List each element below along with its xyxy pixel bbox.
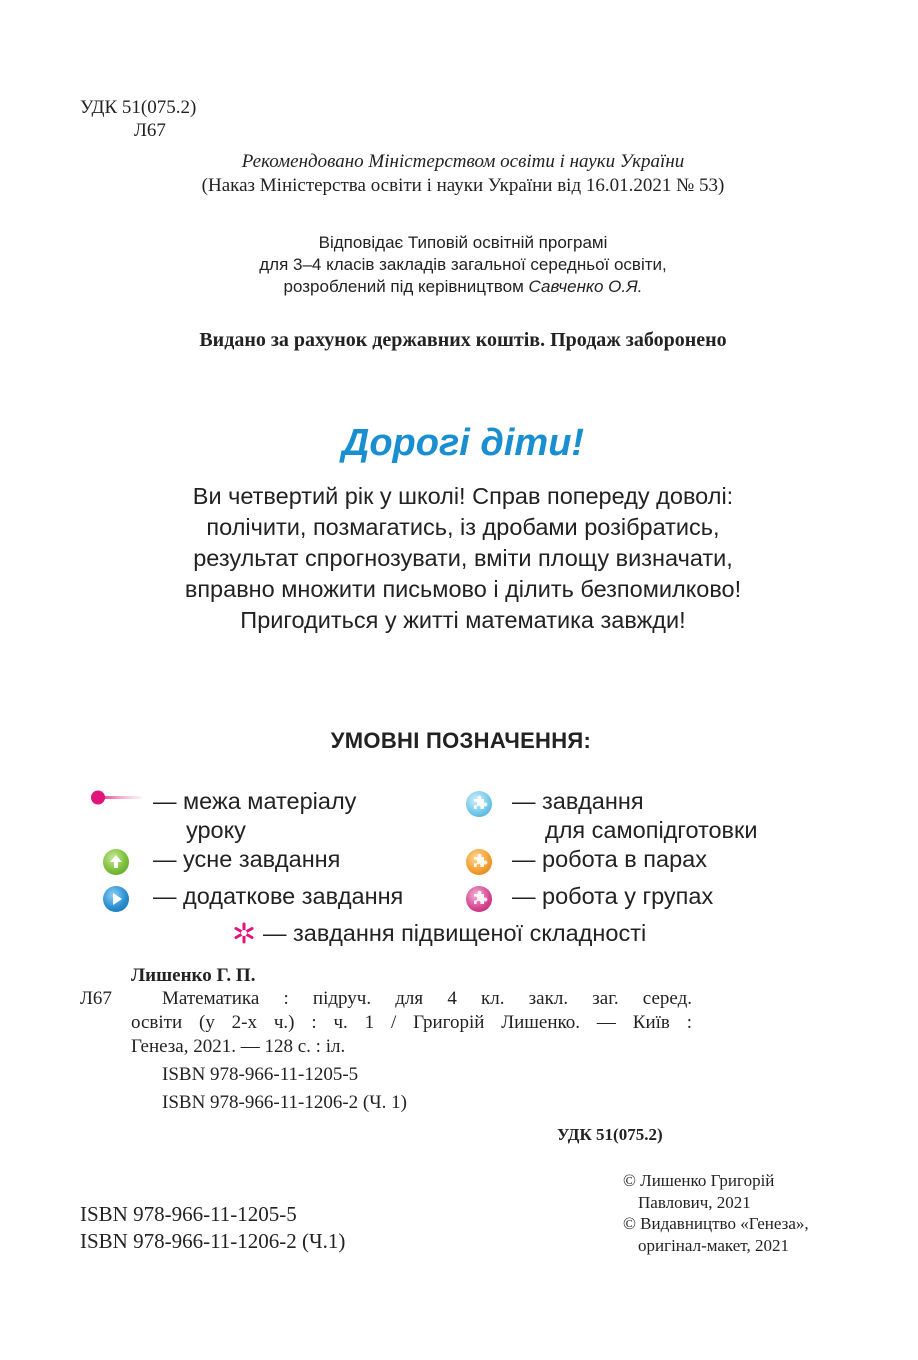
copyright-publisher-year: оригінал-макет, 2021 [638, 1236, 789, 1255]
catalog-description-line-2: освіти (у 2-х ч.) : ч. 1 / Григорій Лишенко. — Київ : [131, 1012, 692, 1033]
legend-self-study-line2: для самопідготовки [545, 817, 758, 843]
greeting-title: Дорогі діти! [341, 422, 585, 464]
legend-oral-task: — усне завдання [153, 846, 341, 872]
poem-line-1: Ви четвертий рік у школі! Справ попереду доволі: [192, 483, 734, 509]
copyright-publisher: © Видавництво «Генеза», [623, 1214, 809, 1233]
pair-work-puzzle-icon [466, 849, 492, 875]
poem-line-3: результат спрогнозувати, вміти площу визначати, [193, 545, 733, 571]
catalog-udc: УДК 51(075.2) [557, 1125, 663, 1144]
legend-self-study-line1: — завдання [512, 788, 644, 814]
legend-lesson-boundary-line1: — межа матеріалу [153, 788, 357, 814]
legend-group-work: — робота у групах [512, 883, 714, 909]
copyright-author: © Лишенко Григорій [623, 1171, 775, 1190]
program-line-3 [4, 276, 918, 298]
legend-advanced-difficulty: — завдання підвищеної складності [263, 920, 647, 946]
group-work-puzzle-icon [466, 886, 492, 912]
self-study-puzzle-icon [466, 791, 492, 817]
program-line-1: Відповідає Типовій освітній програмі [318, 233, 608, 252]
legend-lesson-boundary-line2: уроку [186, 817, 246, 843]
oral-task-arrow-up-icon [103, 849, 129, 875]
catalog-isbn-1: ISBN 978-966-11-1205-5 [162, 1064, 359, 1085]
ministry-order: (Наказ Міністерства освіти і науки України від 16.01.2021 № 53) [201, 175, 725, 196]
legend-additional-task: — додаткове завдання [153, 883, 404, 909]
udc-code: УДК 51(075.2) [80, 97, 197, 118]
legend-pair-work: — робота в парах [512, 846, 707, 872]
lesson-boundary-marker-icon [90, 789, 142, 805]
poem-line-5: Пригодиться у житті математика завжди! [240, 607, 686, 633]
copyright-author-year: Павлович, 2021 [638, 1193, 751, 1212]
catalog-description-line-3: Генеза, 2021. — 128 с. : іл. [131, 1036, 346, 1057]
poem-line-4: вправно множити письмово і ділить безпомилково! [184, 576, 742, 602]
catalog-index: Л67 [134, 120, 166, 141]
state-funds-notice: Видано за рахунок державних коштів. Продаж заборонено [199, 329, 727, 351]
catalog-isbn-2: ISBN 978-966-11-1206-2 (Ч. 1) [162, 1092, 407, 1113]
program-line-3-text: розроблений під керівництвом [283, 277, 524, 296]
additional-task-play-icon [103, 886, 129, 912]
catalog-description-line-1: Математика : підруч. для 4 кл. закл. заг. серед. [162, 988, 692, 1009]
footer-isbn-2: ISBN 978-966-11-1206-2 (Ч.1) [80, 1229, 346, 1253]
catalog-index-card: Л67 [80, 988, 112, 1009]
program-author: Савченко О.Я. [528, 277, 643, 296]
legend-title: УМОВНІ ПОЗНАЧЕННЯ: [330, 728, 592, 753]
catalog-author: Лишенко Г. П. [131, 965, 256, 986]
advanced-difficulty-star-icon [232, 921, 256, 945]
ministry-recommendation: Рекомендовано Міністерством освіти і науки України [241, 151, 685, 172]
footer-isbn-1: ISBN 978-966-11-1205-5 [80, 1202, 297, 1226]
poem-line-2: полічити, позмагатись, із дробами розібратись, [206, 514, 720, 540]
program-line-2: для 3–4 класів закладів загальної середньої освіти, [259, 255, 667, 274]
